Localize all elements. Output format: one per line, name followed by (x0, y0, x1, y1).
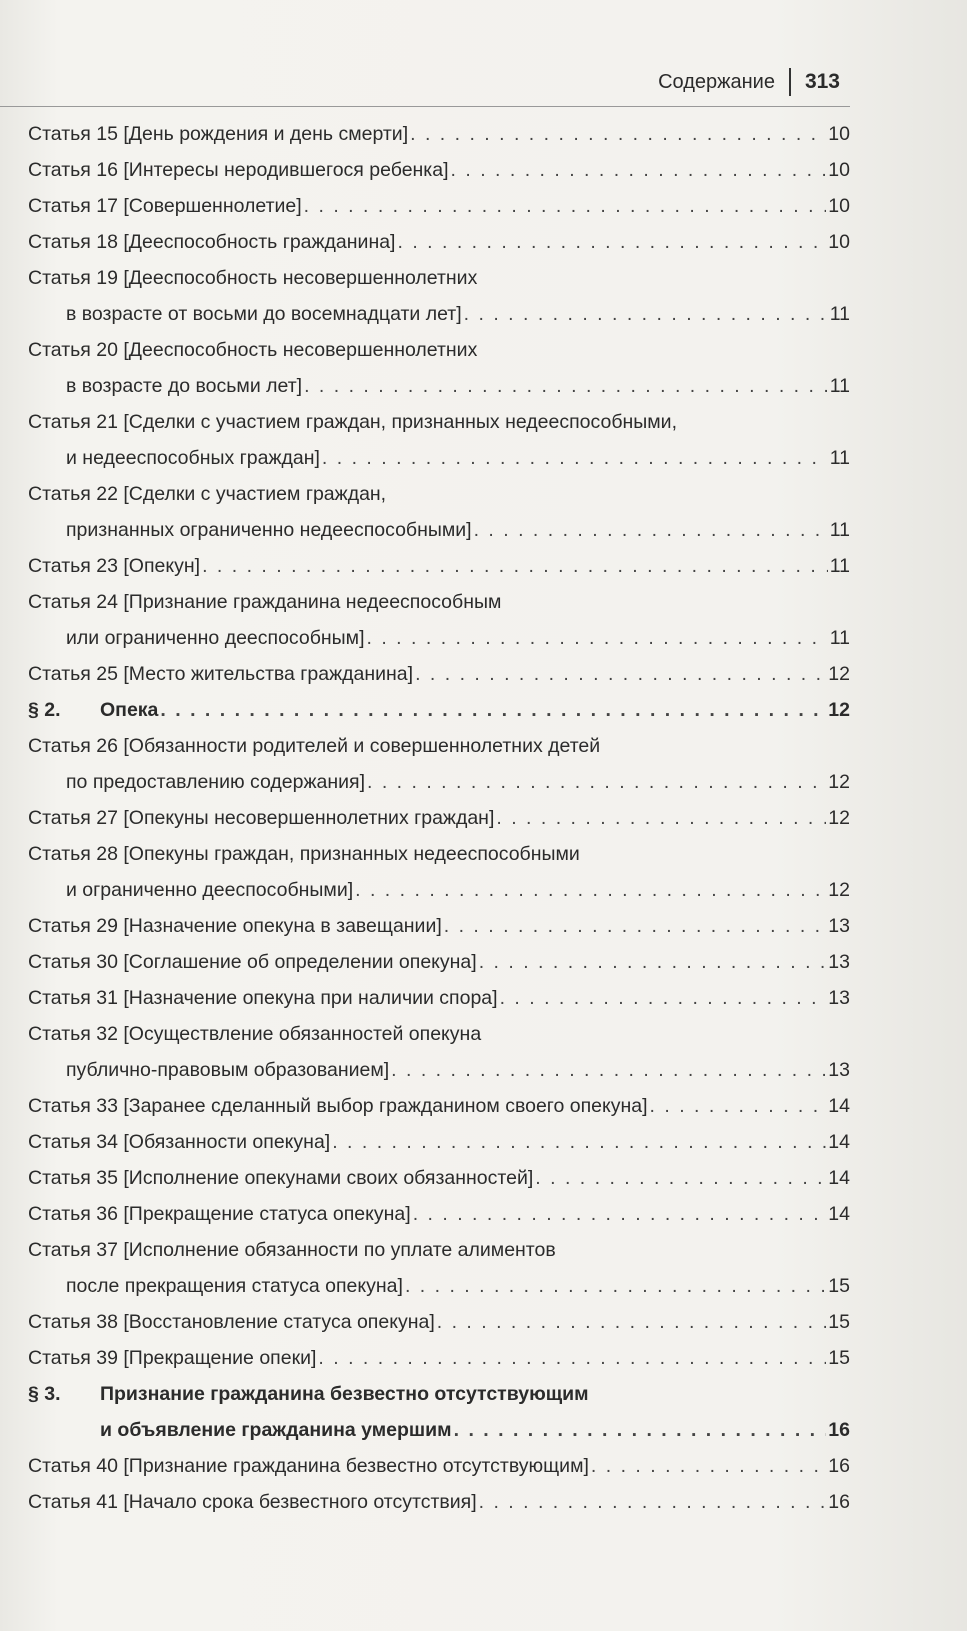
section-marker: § 3. (28, 1383, 61, 1405)
entry-title: публично-правовым образованием] (66, 1059, 390, 1081)
toc-article-entry[interactable] (28, 1160, 850, 1196)
section-title: Опека (100, 699, 159, 721)
dot-leader (650, 1088, 827, 1124)
toc-entry-line (28, 980, 850, 1016)
toc-entry-line (28, 1160, 850, 1196)
entry-page-number: 11 (829, 375, 850, 397)
toc-entry-line (28, 872, 850, 908)
toc-article-entry[interactable] (28, 584, 850, 656)
dot-leader (415, 656, 826, 692)
toc-article-entry[interactable] (28, 980, 850, 1016)
toc-entry-line (28, 1088, 850, 1124)
toc-entry-line (28, 1232, 850, 1268)
toc-entry-line (28, 368, 850, 404)
toc-entry-line (28, 620, 850, 656)
toc-entry-line (28, 656, 850, 692)
dot-leader (454, 1412, 827, 1448)
toc-article-entry[interactable] (28, 800, 850, 836)
dot-leader (464, 296, 828, 332)
entry-title: и недееспособных граждан] (66, 447, 320, 469)
entry-page-number: 11 (829, 447, 850, 469)
entry-title: после прекращения статуса опекуна] (66, 1275, 403, 1297)
entry-page-number: 13 (828, 987, 850, 1009)
dot-leader (496, 800, 826, 836)
entry-page-number: 12 (828, 663, 850, 685)
toc-article-entry[interactable] (28, 656, 850, 692)
toc-entry-line (28, 1268, 850, 1304)
section-marker: § 2. (28, 699, 61, 721)
dot-leader (413, 1196, 827, 1232)
entry-page-number: 10 (828, 159, 850, 181)
entry-title: Статья 27 [Опекуны несовершеннолетних граждан] (28, 807, 495, 829)
entry-page-number: 14 (828, 1131, 850, 1153)
entry-title: Статья 30 [Соглашение об определении опекуна] (28, 951, 477, 973)
entry-page-number: 16 (828, 1491, 850, 1513)
dot-leader (318, 1340, 826, 1376)
toc-entry-line (28, 476, 850, 512)
toc-entry-line (28, 1484, 850, 1520)
toc-article-entry[interactable] (28, 836, 850, 908)
toc-entry-line (28, 1448, 850, 1484)
entry-page-number: 13 (828, 915, 850, 937)
dot-leader (500, 980, 827, 1016)
dot-leader (479, 944, 827, 980)
dot-leader (160, 692, 826, 728)
entry-title: Статья 41 [Начало срока безвестного отсутствия] (28, 1491, 477, 1513)
entry-title: признанных ограниченно недееспособными] (66, 519, 472, 541)
entry-title: Статья 25 [Место жительства гражданина] (28, 663, 414, 685)
entry-title: Статья 39 [Прекращение опеки] (28, 1347, 317, 1369)
toc-entry-line (28, 404, 850, 440)
toc-entry-line (28, 332, 850, 368)
toc-entry-line (28, 728, 850, 764)
entry-page-number: 10 (828, 231, 850, 253)
toc-article-entry[interactable] (28, 728, 850, 800)
entry-title: Статья 35 [Исполнение опекунами своих обязанностей] (28, 1167, 534, 1189)
entry-title: по предоставлению содержания] (66, 771, 365, 793)
toc-section-entry[interactable] (28, 692, 850, 728)
toc-entry-line (28, 1124, 850, 1160)
table-of-contents (28, 116, 850, 1520)
entry-page-number: 14 (828, 1095, 850, 1117)
toc-article-entry[interactable] (28, 1232, 850, 1304)
toc-entry-line (28, 764, 850, 800)
entry-page-number: 13 (828, 951, 850, 973)
entry-title: в возрасте до восьми лет] (66, 375, 303, 397)
dot-leader (304, 188, 827, 224)
entry-page-number: 11 (829, 555, 850, 577)
entry-page-number: 11 (829, 519, 850, 541)
toc-entry-line (28, 836, 850, 872)
toc-entry-line (28, 260, 850, 296)
entry-title: Статья 32 [Осуществление обязанностей опекуна (28, 1023, 482, 1045)
section-title: Признание гражданина безвестно отсутствующим (100, 1383, 589, 1405)
entry-title: Статья 34 [Обязанности опекуна] (28, 1131, 331, 1153)
header-rule (0, 106, 850, 107)
entry-page-number: 15 (828, 1311, 850, 1333)
dot-leader (367, 620, 828, 656)
entry-page-number: 14 (828, 1167, 850, 1189)
entry-title: Статья 24 [Признание гражданина недееспособным (28, 591, 502, 613)
dot-leader (444, 908, 827, 944)
toc-entry-line (28, 1052, 850, 1088)
entry-title: Статья 16 [Интересы неродившегося ребенка] (28, 159, 449, 181)
entry-page-number: 10 (828, 195, 850, 217)
toc-article-entry[interactable] (28, 116, 850, 152)
toc-article-entry[interactable] (28, 944, 850, 980)
entry-title: Статья 28 [Опекуны граждан, признанных недееспособными (28, 843, 580, 865)
toc-section-entry[interactable] (28, 1376, 850, 1448)
toc-entry-line (28, 908, 850, 944)
dot-leader (535, 1160, 826, 1196)
entry-title: Статья 22 [Сделки с участием граждан, (28, 483, 387, 505)
entry-title: Статья 18 [Дееспособность гражданина] (28, 231, 396, 253)
dot-leader (397, 224, 826, 260)
section-title: и объявление гражданина умершим (100, 1419, 452, 1441)
entry-title: Статья 33 [Заранее сделанный выбор гражданином своего опекуна] (28, 1095, 648, 1117)
entry-page-number: 13 (828, 1059, 850, 1081)
toc-entry-line (28, 440, 850, 476)
dot-leader (474, 512, 828, 548)
toc-entry-line (28, 1196, 850, 1232)
entry-page-number: 11 (829, 303, 850, 325)
entry-title: Статья 23 [Опекун] (28, 555, 201, 577)
toc-article-entry[interactable] (28, 476, 850, 548)
header-page-number: 313 (804, 70, 840, 93)
toc-entry-line (28, 1376, 850, 1412)
toc-article-entry[interactable] (28, 548, 850, 584)
dot-leader (304, 368, 828, 404)
entry-page-number: 15 (828, 1275, 850, 1297)
entry-page-number: 12 (828, 807, 850, 829)
entry-page-number: 12 (828, 879, 850, 901)
entry-title: Статья 15 [День рождения и день смерти] (28, 123, 409, 145)
toc-article-entry[interactable] (28, 188, 850, 224)
running-header (600, 64, 840, 100)
toc-entry-line (28, 692, 850, 728)
toc-article-entry[interactable] (28, 1304, 850, 1340)
toc-article-entry[interactable] (28, 152, 850, 188)
dot-leader (405, 1268, 826, 1304)
dot-leader (355, 872, 826, 908)
toc-article-entry[interactable] (28, 1016, 850, 1088)
dot-leader (391, 1052, 826, 1088)
toc-entry-line (28, 116, 850, 152)
toc-entry-line (28, 944, 850, 980)
entry-title: Статья 29 [Назначение опекуна в завещании] (28, 915, 442, 937)
entry-title: Статья 21 [Сделки с участием граждан, признанных недееспособными, (28, 411, 677, 433)
dot-leader (451, 152, 827, 188)
toc-entry-line (28, 512, 850, 548)
toc-article-entry[interactable] (28, 1484, 850, 1520)
toc-article-entry[interactable] (28, 1196, 850, 1232)
dot-leader (332, 1124, 826, 1160)
toc-entry-line (28, 1340, 850, 1376)
toc-article-entry[interactable] (28, 224, 850, 260)
toc-article-entry[interactable] (28, 1340, 850, 1376)
toc-entry-line (28, 1016, 850, 1052)
entry-page-number: 12 (828, 771, 850, 793)
entry-page-number: 14 (828, 1203, 850, 1225)
toc-article-entry[interactable] (28, 404, 850, 476)
entry-title: или ограниченно дееспособным] (66, 627, 365, 649)
header-divider (789, 68, 791, 96)
entry-page-number: 12 (828, 699, 850, 721)
toc-entry-line (28, 548, 850, 584)
dot-leader (437, 1304, 827, 1340)
toc-entry-line (28, 296, 850, 332)
dot-leader (410, 116, 826, 152)
toc-article-entry[interactable] (28, 1088, 850, 1124)
entry-page-number: 16 (828, 1419, 850, 1441)
toc-entry-line (28, 1412, 850, 1448)
entry-page-number: 15 (828, 1347, 850, 1369)
dot-leader (202, 548, 828, 584)
toc-entry-line (28, 224, 850, 260)
entry-title: Статья 17 [Совершеннолетие] (28, 195, 302, 217)
entry-title: Статья 38 [Восстановление статуса опекуна] (28, 1311, 435, 1333)
dot-leader (479, 1484, 827, 1520)
entry-page-number: 10 (828, 123, 850, 145)
dot-leader (322, 440, 828, 476)
entry-page-number: 16 (828, 1455, 850, 1477)
entry-title: Статья 40 [Признание гражданина безвестно отсутствующим] (28, 1455, 589, 1477)
entry-title: Статья 37 [Исполнение обязанности по уплате алиментов (28, 1239, 556, 1261)
entry-title: Статья 31 [Назначение опекуна при наличии спора] (28, 987, 498, 1009)
dot-leader (367, 764, 826, 800)
entry-title: Статья 26 [Обязанности родителей и совершеннолетних детей (28, 735, 601, 757)
toc-entry-line (28, 1304, 850, 1340)
toc-entry-line (28, 188, 850, 224)
toc-entry-line (28, 152, 850, 188)
entry-title: Статья 19 [Дееспособность несовершеннолетних (28, 267, 478, 289)
toc-entry-line (28, 584, 850, 620)
toc-article-entry[interactable] (28, 1448, 850, 1484)
toc-article-entry[interactable] (28, 1124, 850, 1160)
entry-title: и ограниченно дееспособными] (66, 879, 354, 901)
header-section-title: Содержание (658, 70, 775, 93)
entry-title: в возрасте от восьми до восемнадцати лет] (66, 303, 462, 325)
toc-entry-line (28, 800, 850, 836)
toc-article-entry[interactable] (28, 908, 850, 944)
entry-title: Статья 36 [Прекращение статуса опекуна] (28, 1203, 411, 1225)
toc-article-entry[interactable] (28, 260, 850, 332)
entry-page-number: 11 (829, 627, 850, 649)
toc-article-entry[interactable] (28, 332, 850, 404)
entry-title: Статья 20 [Дееспособность несовершеннолетних (28, 339, 478, 361)
dot-leader (591, 1448, 826, 1484)
